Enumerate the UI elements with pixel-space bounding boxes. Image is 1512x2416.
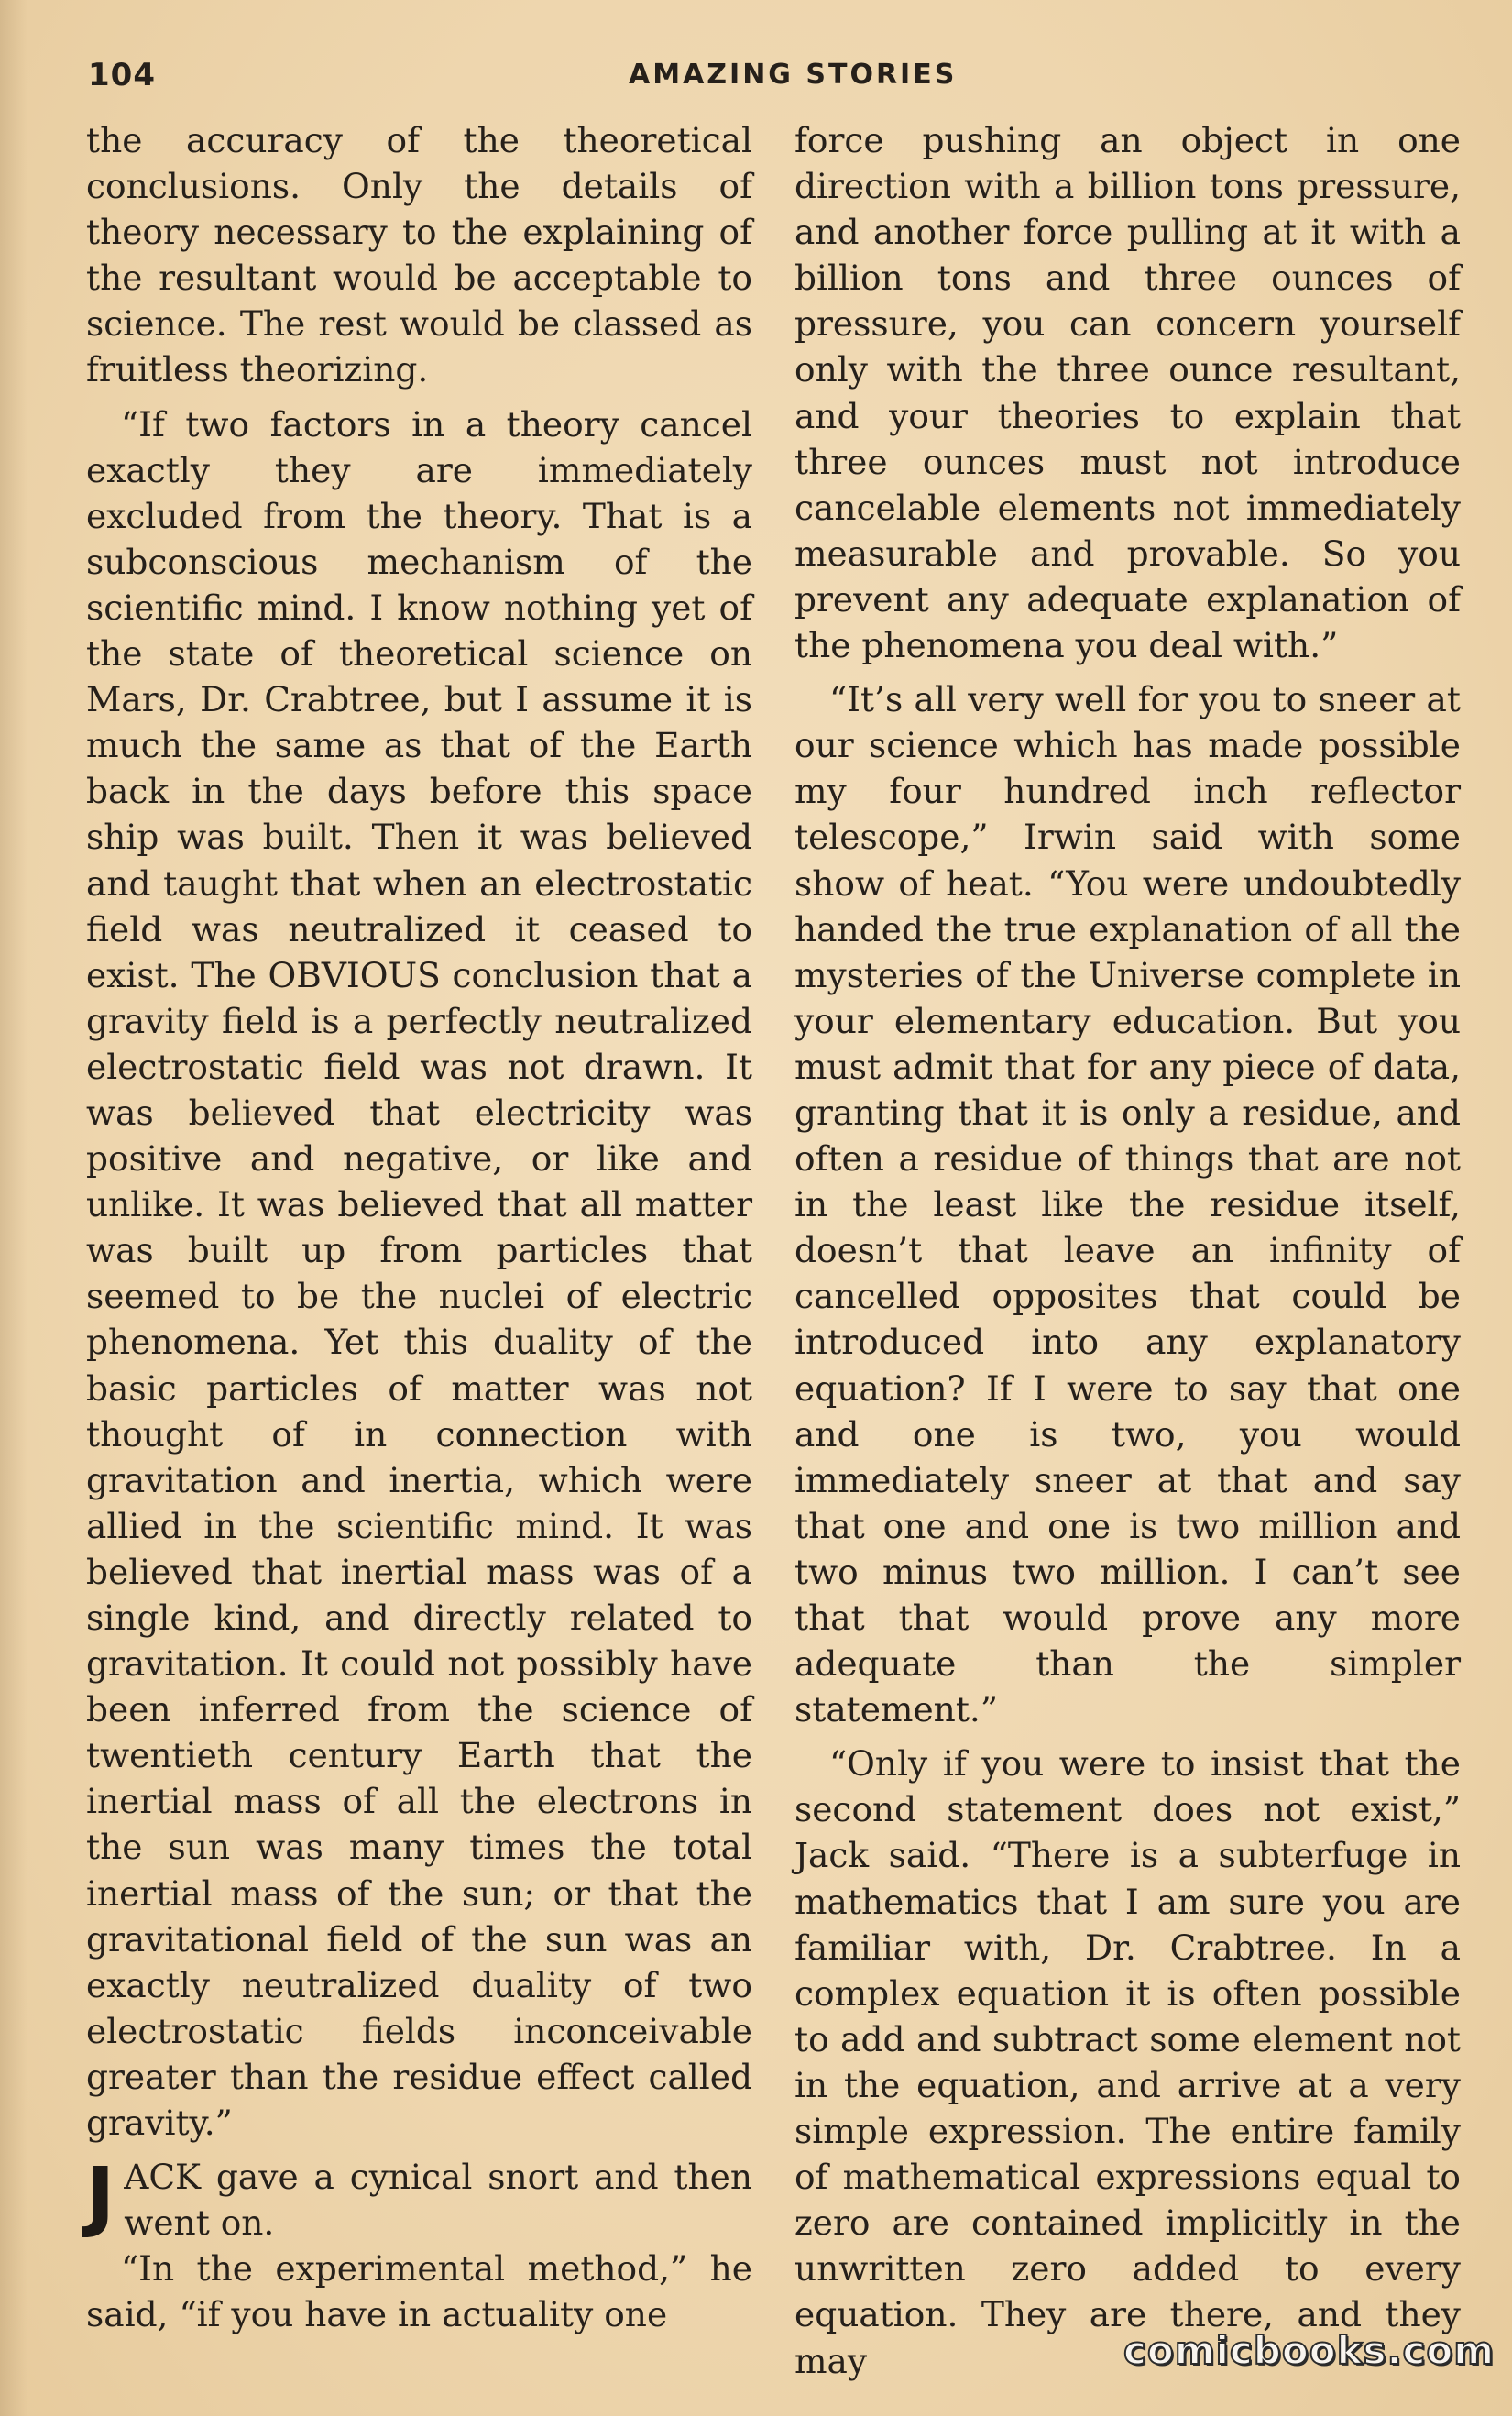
paragraph: “In the experimental method,” he said, “if you have in actuality one <box>86 2248 752 2335</box>
page-number: 104 <box>88 57 156 93</box>
drop-cap: J <box>86 2150 115 2241</box>
watermark: comicbooks.com <box>1123 2328 1495 2373</box>
left-column <box>86 117 752 2338</box>
running-head: AMAZING STORIES <box>629 59 958 91</box>
paragraph: “It’s all very well for you to sneer at our science which has made possible my four hundred inch reflector telescope,” Irwin said with some show of heat. “You were undoubtedly handed the true explanation of all the mysteries of the Universe complete in your elementary education. But you must admit that for any piece of data, granting that it is only a residue, and often a residue of things that are not in the least like the residue itself, doesn’t that leave an infinity of cancelled opposites that could be introduced into any explanatory equation? If I were to say that one and one is two, you would immediately sneer at that and say that one and one is two million and two minus two million. I can’t see that that would prove any more adequate than the simpler statement.” <box>794 679 1461 1730</box>
paragraph: “If two factors in a theory cancel exactly they are immediately excluded from the theory. That is a subconscious mechanism of the scientific mind. I know nothing yet of the state of theoretical science on Mars, Dr. Crabtree, but I assume it is much the same as that of the Earth back in the days before this space ship was built. Then it was believed and taught that when an electrostatic field was neutralized it ceased to exist. The OBVIOUS conclusion that a gravity field is a perfectly neutralized electrostatic field was not drawn. It was believed that electricity was positive and negative, or like and unlike. It was believed that all matter was built up from particles that seemed to be the nuclei of electric phenomena. Yet this duality of the basic particles of matter was not thought of in connection with gravitation and inertia, which were allied in the scientific mind. It was believed that inertial mass was of a single kind, and directly related to gravitation. It could not possibly have been inferred from the science of twentieth century Earth that the inertial mass of all the electrons in the sun was many times the total inertial mass of the sun; or that the gravitational field of the sun was an exactly neutralized duality of two electrostatic fields inconceivable greater than the residue effect called gravity.” <box>86 403 752 2144</box>
paragraph: the accuracy of the theoretical conclusions. Only the details of theory necessary to the explaining of the resultant would be acceptable to science. The rest would be classed as fruitless theorizing. <box>86 120 752 390</box>
paragraph: force pushing an object in one direction with a billion tons pressure, and another force pulling at it with a billion tons and three ounces of pressure, you can concern yourself only with the three ounce resultant, and your theories to explain that three ounces must not introduce cancelable elements not immediately measurable and provable. So you prevent any adequate explanation of the phenomena you deal with.” <box>794 120 1461 666</box>
paragraph-text: ACK gave a cynical snort and then went on. <box>124 2157 752 2244</box>
paragraph: “Only if you were to insist that the second statement does not exist,” Jack said. “There is a subterfuge in mathematics that I am sure you are familiar with, Dr. Crabtree. In a complex equation it is often possible to add and subtract some element not in the equation, and arrive at a very simple expression. The entire family of mathematical expressions equal to zero are contained implicitly in the unwritten zero added to every equation. They are there, and they may <box>794 1743 1461 2381</box>
page-shadow <box>0 0 27 2416</box>
paragraph <box>86 2150 752 2246</box>
page-header <box>88 57 1449 103</box>
right-column <box>794 117 1461 2384</box>
